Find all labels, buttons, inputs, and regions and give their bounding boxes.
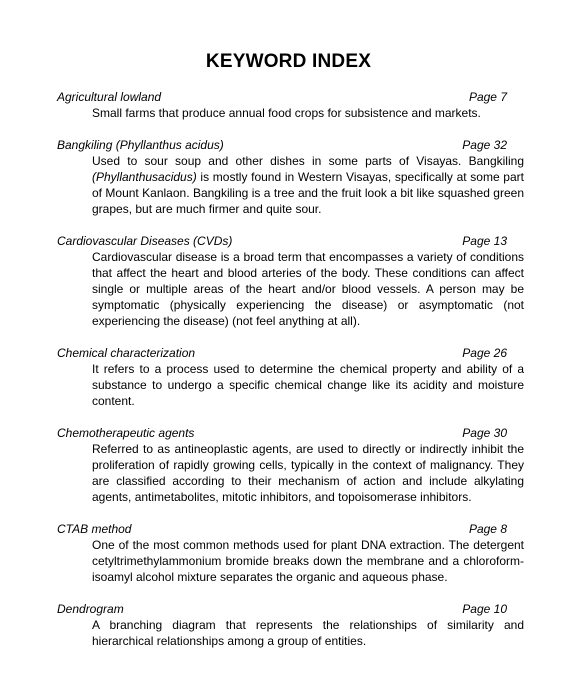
keyword-header <box>57 233 524 249</box>
keyword-list <box>57 89 524 649</box>
keyword-entry <box>57 89 524 121</box>
keyword-term: Bangkiling (Phyllanthus acidus) <box>57 138 224 152</box>
keyword-term: CTAB method <box>57 522 132 536</box>
keyword-definition <box>92 153 524 217</box>
keyword-term: Agricultural lowland <box>57 90 162 104</box>
keyword-header <box>57 601 524 617</box>
keyword-term: Chemical characterization <box>57 346 196 360</box>
keyword-entry <box>57 425 524 505</box>
keyword-entry <box>57 233 524 329</box>
keyword-entry <box>57 601 524 649</box>
keyword-page: Page 26 <box>462 346 507 360</box>
keyword-entry <box>57 345 524 409</box>
keyword-definition: Small farms that produce annual food crops for subsistence and markets. <box>92 106 481 120</box>
keyword-definition: Cardiovascular disease is a broad term that encompasses a variety of conditions that affect the heart and blood arteries of the body. These conditions can affect single or multiple areas of the heart and/or blood vessels. A person may be symptomatic (physically experiencing the disease) or asymptomatic (not experiencing the disease) (not feel anything at all). <box>92 250 524 328</box>
keyword-page: Page 7 <box>468 90 507 104</box>
keyword-term: Chemotherapeutic agents <box>57 426 195 440</box>
keyword-term: Cardiovascular Diseases (CVDs) <box>57 234 233 248</box>
keyword-definition: Referred to as antineoplastic agents, are used to directly or indirectly inhibit the proliferation of rapidly growing cells, typically in the context of malignancy. They are classified according to their mechanism of action and include alkylating agents, antimetabolites, mitotic inhibitors, and topoisomerase inhibitors. <box>92 442 524 504</box>
keyword-entry <box>57 521 524 585</box>
keyword-page: Page 32 <box>462 138 507 152</box>
definition-scientific-name: (Phyllanthusacidus) <box>92 170 197 184</box>
keyword-header <box>57 345 524 361</box>
definition-text: is mostly found in Western Visayas, specifically at some part of Mount Kanlaon. Bangkiling is a tree and the fruit look a bit like squashed green grapes, but are much firmer and quite sour. <box>92 170 524 216</box>
page-title: KEYWORD INDEX <box>205 51 372 72</box>
definition-text: Used to sour soup and other dishes in some parts of Visayas. Bangkiling <box>92 154 524 168</box>
keyword-page: Page 13 <box>462 234 507 248</box>
keyword-entry <box>57 137 524 217</box>
keyword-header <box>57 137 524 153</box>
keyword-term: Dendrogram <box>57 602 124 616</box>
keyword-definition: A branching diagram that represents the relationships of similarity and hierarchical relationships among a group of entities. <box>92 618 524 648</box>
keyword-definition: It refers to a process used to determine the chemical property and ability of a substance to undergo a specific chemical change like its acidity and moisture content. <box>92 362 524 408</box>
keyword-page: Page 8 <box>468 522 507 536</box>
keyword-header <box>57 425 524 441</box>
keyword-header <box>57 89 524 105</box>
keyword-page: Page 10 <box>462 602 507 616</box>
keyword-header <box>57 521 524 537</box>
keyword-definition: One of the most common methods used for plant DNA extraction. The detergent cetyltrimethylammonium bromide breaks down the membrane and a chloroform-isoamyl alcohol mixture separates the organic and aqueous phase. <box>92 538 524 584</box>
keyword-page: Page 30 <box>462 426 507 440</box>
